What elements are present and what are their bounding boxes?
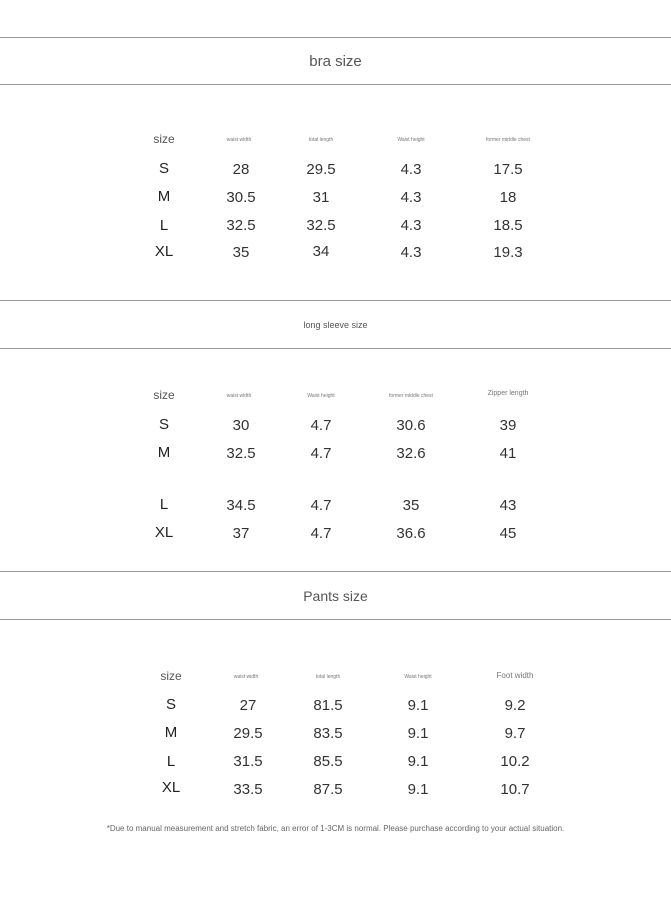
table-cell: 9.1 [407, 725, 429, 742]
section-banner-pants [0, 571, 671, 620]
table-cell: 45 [499, 525, 517, 542]
table-cell: 4.7 [310, 525, 332, 542]
header-former-middle-chest: former middle chest [389, 393, 433, 399]
size-label: XL [154, 243, 174, 260]
table-cell: 4.7 [310, 417, 332, 434]
header-former-middle-chest: former middle chest [486, 137, 530, 143]
table-cell: 9.2 [504, 697, 526, 714]
size-label: S [158, 416, 170, 433]
table-cell: 32.5 [226, 217, 256, 234]
table-cell: 17.5 [493, 161, 523, 178]
table-cell: 83.5 [313, 725, 343, 742]
table-cell: 35 [232, 244, 250, 261]
table-cell: 4.7 [310, 445, 332, 462]
table-cell: 4.3 [400, 244, 422, 261]
size-label: L [166, 753, 176, 770]
table-cell: 30.6 [396, 417, 426, 434]
table-cell: 29.5 [233, 725, 263, 742]
section-banner-long-sleeve [0, 300, 671, 349]
table-cell: 35 [402, 497, 420, 514]
header-waist-width: waist width [233, 674, 259, 680]
size-label: S [158, 160, 170, 177]
table-cell: 34.5 [226, 497, 256, 514]
header-zipper-length: Zipper length [487, 390, 529, 397]
table-cell: 4.3 [400, 217, 422, 234]
table-cell: 10.2 [500, 753, 530, 770]
table-cell: 34 [312, 243, 330, 260]
table-cell: 37 [232, 525, 250, 542]
header-waist-width: waist width [226, 393, 252, 399]
size-label: M [157, 188, 171, 205]
table-cell: 4.3 [400, 189, 422, 206]
table-cell: 27 [239, 697, 257, 714]
table-cell: 32.5 [226, 445, 256, 462]
table-cell: 18 [499, 189, 517, 206]
footnote: *Due to manual measurement and stretch fabric, an error of 1-3CM is normal. Please purchase according to your actual situation. [106, 824, 565, 833]
section-banner-bra [0, 37, 671, 85]
table-cell: 9.1 [407, 697, 429, 714]
header-waist-height: Waist height [307, 393, 335, 399]
size-label: XL [154, 524, 174, 541]
table-cell: 4.7 [310, 497, 332, 514]
size-label: M [164, 724, 178, 741]
section-title-bra: bra size [309, 53, 362, 70]
table-cell: 9.7 [504, 725, 526, 742]
header-size: size [153, 132, 175, 146]
table-cell: 10.7 [500, 781, 530, 798]
header-foot-width: Foot width [496, 671, 534, 680]
table-cell: 30.5 [226, 189, 256, 206]
size-label: L [159, 217, 169, 234]
size-label: S [165, 696, 177, 713]
section-title-long-sleeve: long sleeve size [303, 320, 368, 330]
header-size: size [160, 669, 182, 683]
table-cell: 30 [232, 417, 250, 434]
table-cell: 9.1 [407, 753, 429, 770]
header-waist-height: Waist height [404, 674, 432, 680]
header-waist-width: waist width [226, 137, 252, 143]
table-cell: 87.5 [313, 781, 343, 798]
header-size: size [153, 388, 175, 402]
size-label: L [159, 496, 169, 513]
size-label: M [157, 444, 171, 461]
section-title-pants: Pants size [303, 588, 368, 604]
table-cell: 28 [232, 161, 250, 178]
table-cell: 33.5 [233, 781, 263, 798]
table-cell: 29.5 [306, 161, 336, 178]
header-total-length: total length [308, 137, 334, 143]
table-cell: 81.5 [313, 697, 343, 714]
header-total-length: total length [315, 674, 341, 680]
table-cell: 4.3 [400, 161, 422, 178]
table-cell: 41 [499, 445, 517, 462]
table-cell: 85.5 [313, 753, 343, 770]
table-cell: 36.6 [396, 525, 426, 542]
table-cell: 9.1 [407, 781, 429, 798]
table-cell: 43 [499, 497, 517, 514]
table-cell: 39 [499, 417, 517, 434]
table-cell: 31 [312, 189, 330, 206]
size-label: XL [161, 779, 181, 796]
header-waist-height: Waist height [397, 137, 425, 143]
table-cell: 19.3 [493, 244, 523, 261]
table-cell: 32.5 [306, 217, 336, 234]
table-cell: 18.5 [493, 217, 523, 234]
table-cell: 32.6 [396, 445, 426, 462]
table-cell: 31.5 [233, 753, 263, 770]
